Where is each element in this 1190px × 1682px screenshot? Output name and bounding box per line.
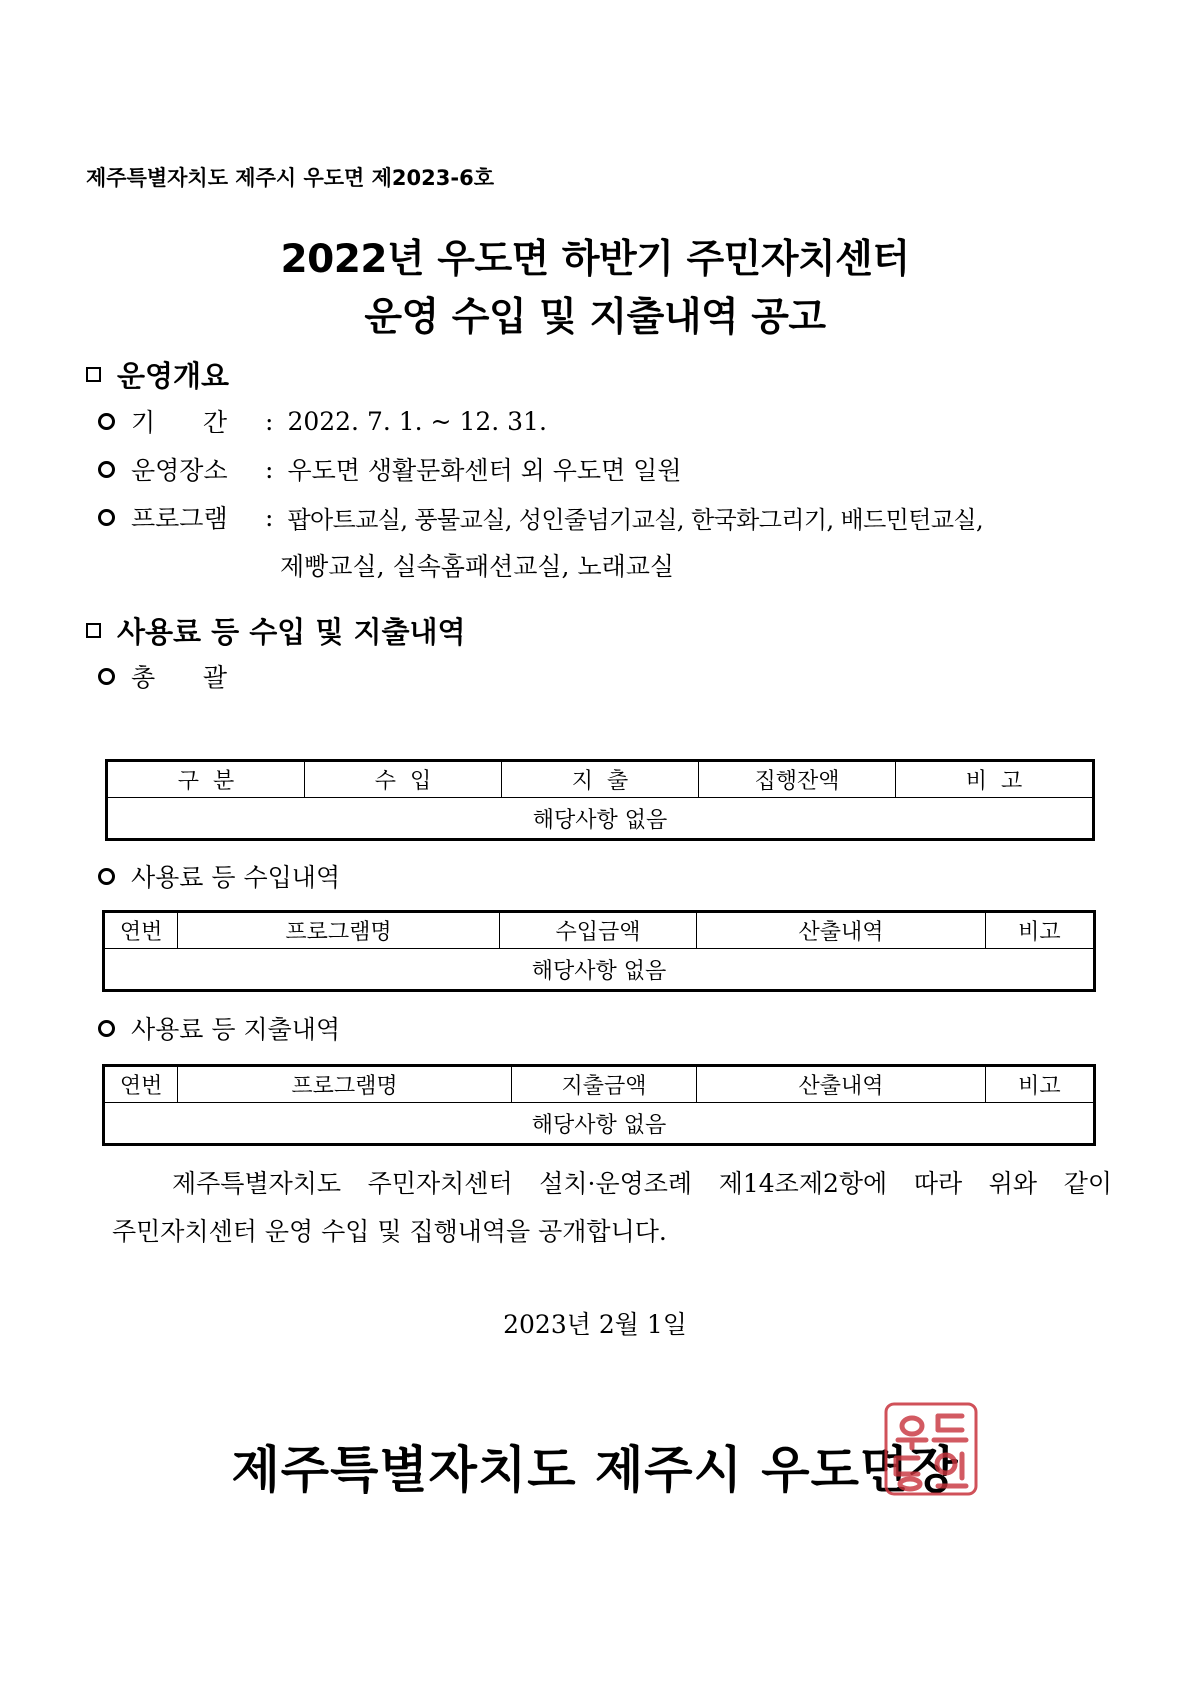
section-heading-text: 운영개요 [117, 359, 230, 393]
header-cell: 연번 [104, 1066, 178, 1103]
income-subheading [98, 858, 340, 894]
header-cell: 비고 [985, 1066, 1094, 1103]
circle-bullet-icon [98, 868, 115, 885]
table-header-row [104, 912, 1095, 949]
item-label: 기 간 [131, 408, 227, 437]
header-cell: 수입금액 [499, 912, 696, 949]
header-cell: 산출내역 [697, 912, 986, 949]
item-value-continued: 제빵교실, 실속홈패션교실, 노래교실 [280, 552, 675, 581]
empty-cell: 해당사항 없음 [104, 949, 1095, 991]
colon-separator: : [265, 502, 274, 532]
table-row [104, 949, 1095, 991]
header-cell: 구 분 [107, 761, 305, 798]
overview-item-program [98, 499, 983, 535]
table-row [104, 1103, 1095, 1145]
empty-cell: 해당사항 없음 [107, 798, 1094, 840]
header-cell: 프로그램명 [178, 1066, 512, 1103]
section-revenue-heading [86, 610, 466, 651]
square-bullet-icon [86, 623, 101, 638]
header-cell: 지출금액 [511, 1066, 696, 1103]
notice-line2: 주민자치센터 운영 수입 및 집행내역을 공개합니다. [112, 1217, 667, 1246]
header-cell: 연번 [104, 912, 178, 949]
notice-paragraph [112, 1160, 1112, 1256]
summary-label: 총 괄 [131, 663, 227, 692]
circle-bullet-icon [98, 461, 115, 478]
header-cell: 지 출 [502, 761, 699, 798]
expense-table [102, 1064, 1096, 1146]
header-cell: 비고 [985, 912, 1094, 949]
item-value: 팝아트교실, 풍물교실, 성인줄넘기교실, 한국화그리기, 배드민턴교실, [287, 505, 984, 534]
notice-line1: 제주특별자치도 주민자치센터 설치·운영조례 제14조제2항에 따라 위와 같이 [172, 1169, 1112, 1198]
section-overview-heading [86, 354, 229, 395]
page-title-line2: 운영 수입 및 지출내역 공고 [364, 295, 826, 340]
notice-date: 2023년 2월 1일 [503, 1310, 687, 1339]
table-header-row [107, 761, 1094, 798]
income-table [102, 910, 1096, 992]
section-heading-text: 사용료 등 수입 및 지출내역 [117, 615, 466, 649]
overview-item-place [98, 451, 681, 487]
circle-bullet-icon [98, 1020, 115, 1037]
item-label: 운영장소 [131, 456, 228, 485]
header-cell: 프로그램명 [178, 912, 500, 949]
colon-separator: : [265, 406, 274, 436]
overview-item-period [98, 403, 547, 439]
header-cell: 비 고 [896, 761, 1094, 798]
summary-table [105, 759, 1095, 841]
table-header-row [104, 1066, 1095, 1103]
item-label: 프로그램 [131, 504, 228, 533]
expense-subheading [98, 1010, 340, 1046]
circle-bullet-icon [98, 509, 115, 526]
header-cell: 집행잔액 [699, 761, 896, 798]
header-cell: 산출내역 [697, 1066, 986, 1103]
income-label: 사용료 등 수입내역 [131, 863, 341, 892]
circle-bullet-icon [98, 668, 115, 685]
item-value: 우도면 생활문화센터 외 우도면 일원 [287, 456, 682, 485]
summary-subheading [98, 658, 227, 694]
square-bullet-icon [86, 367, 101, 382]
overview-item-program-cont [280, 547, 674, 583]
table-row [107, 798, 1094, 840]
official-seal-stamp [882, 1400, 980, 1498]
header-cell: 수 입 [305, 761, 502, 798]
item-value: 2022. 7. 1. ~ 12. 31. [287, 406, 547, 436]
page-title-line1: 2022년 우도면 하반기 주민자치센터 [280, 237, 910, 282]
signature-title: 제주특별자치도 제주시 우도면장 [231, 1441, 959, 1499]
circle-bullet-icon [98, 413, 115, 430]
empty-cell: 해당사항 없음 [104, 1103, 1095, 1145]
colon-separator: : [265, 454, 274, 484]
document-number: 제주특별자치도 제주시 우도면 제2023-6호 [86, 166, 494, 190]
expense-label: 사용료 등 지출내역 [131, 1015, 341, 1044]
